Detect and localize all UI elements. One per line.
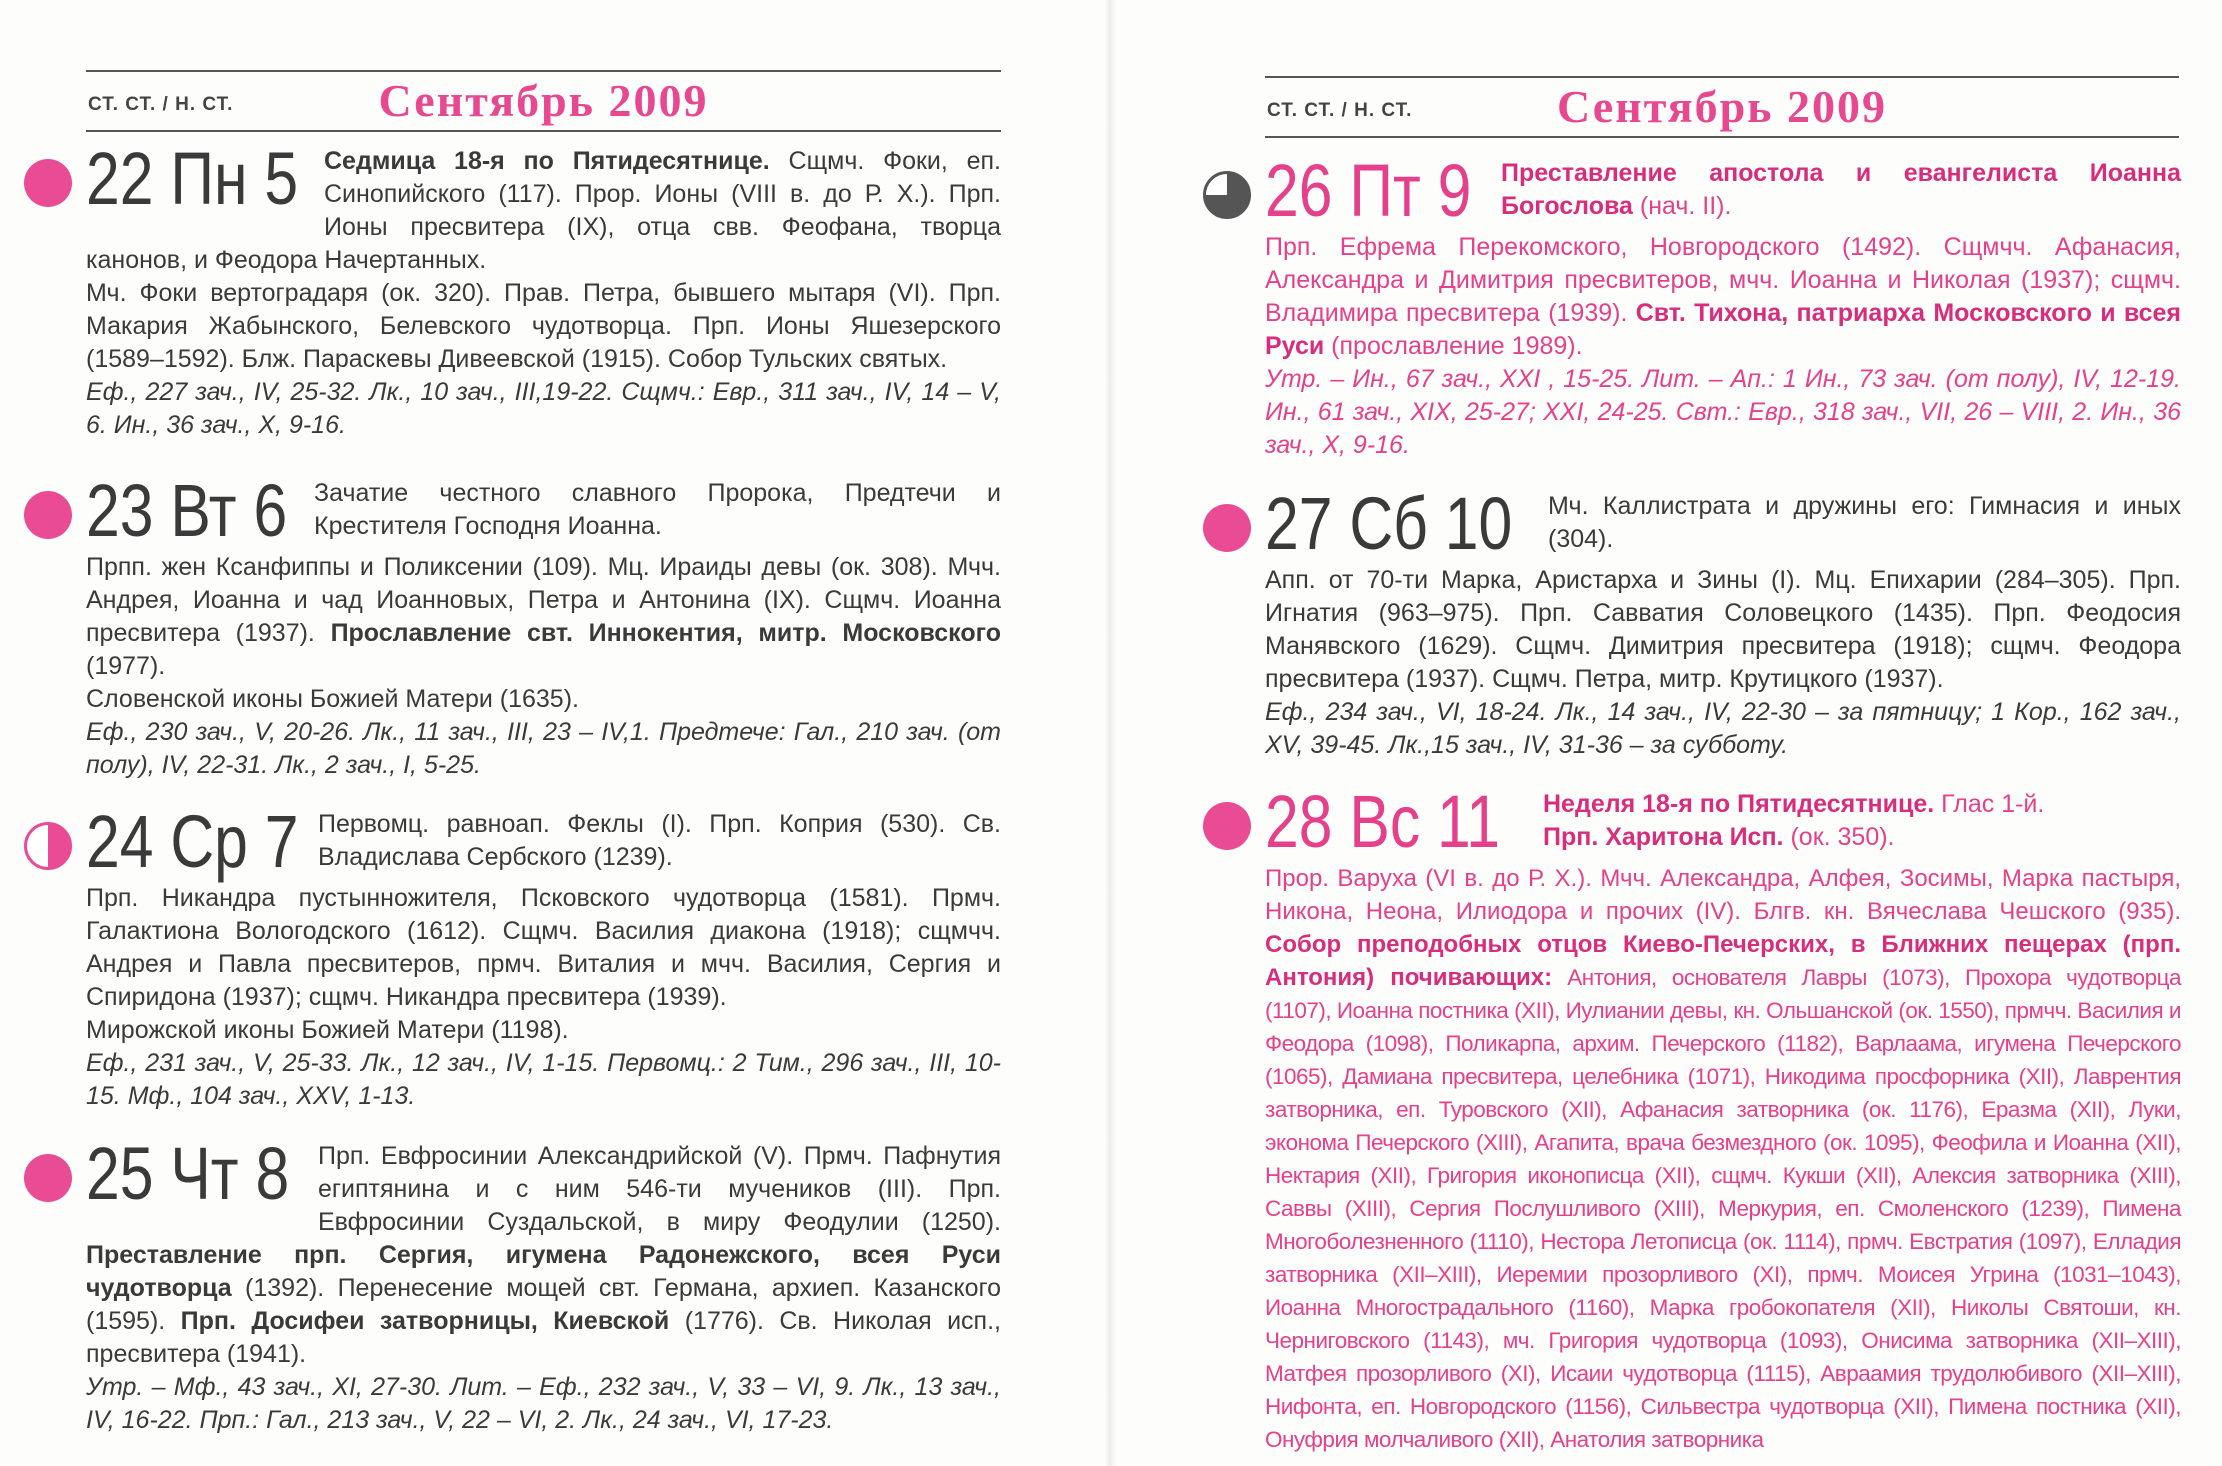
day-number: 28 Вс 11 [1265, 780, 1501, 863]
month-title: Сентябрь 2009 [1557, 81, 1887, 132]
full-moon-icon [24, 491, 72, 539]
month-title: Сентябрь 2009 [378, 75, 709, 126]
day-entry-24 [86, 800, 1001, 1113]
header-rule-bottom [1265, 136, 2179, 138]
day-saints-end: (прославление 1989). [1324, 332, 1583, 360]
day-lead: Мч. Каллистрата и дружины его: Гимнасия и иных (304). [1548, 492, 2181, 553]
day-saints-bold: Прославление свт. Иннокентия, митр. Московского [330, 619, 1001, 647]
day-readings: Утр. – Ин., 67 зач., XXI , 15-25. Лит. – Ап.: 1 Ин., 73 зач. (от полу), IV, 12-19. Ин., 61 зач., XIX, 25-27; XXI, 24-25. Свт.: Евр., 318 зач., VII, 26 – VIII, 2. Ин., 36 зач., X, 9-16. [1265, 365, 2181, 459]
full-moon-icon [1203, 504, 1251, 552]
day-saints-bold: Прп. Досифеи затворницы, Киевской [180, 1307, 670, 1335]
day-saint-date: (ок. 350). [1783, 823, 1895, 851]
day-icon-feast: Словенской иконы Божией Матери (1635). [86, 685, 579, 713]
day-readings: Утр. – Мф., 43 зач., XI, 27-30. Лит. – Еф., 232 зач., V, 33 – VI, 9. Лк., 13 зач., IV, 16-22. Прп.: Гал., 213 зач., V, 22 – VI, 2. Лк., 24 зач., VI, 17-23. [86, 1373, 1001, 1434]
day-feast-bold: Преставление прп. Сергия, игумена Радонежского, всея Руси чудотворца [86, 1241, 1001, 1302]
day-entry-23 [86, 469, 1001, 782]
day-number: 23 Вт 6 [86, 469, 288, 552]
day-number: 25 Чт 8 [86, 1132, 290, 1215]
day-readings: Еф., 234 зач., VI, 18-24. Лк., 14 зач., IV, 22-30 – за пятницу; 1 Кор., 162 зач., XV, 39-45. Лк.,15 зач., IV, 31-36 – за субботу. [1265, 698, 2181, 759]
day-number: 22 Пн 5 [86, 137, 299, 220]
day-readings: Еф., 231 зач., V, 25-33. Лк., 12 зач., IV, 1-15. Первомц.: 2 Тим., 296 зач., III, 10-15. Мф., 104 зач., XXV, 1-13. [86, 1049, 1001, 1110]
day-lead: (нач. II). [1632, 192, 1732, 220]
day-tone: Глас 1-й. [1934, 790, 2045, 818]
day-lead-bold: Преставление апостола и евангелиста Иоанна Богослова [1501, 159, 2181, 220]
day-lead-bold: Неделя 18-я по Пятидесятнице. [1543, 790, 1935, 818]
day-entry-27 [1265, 482, 2181, 762]
day-readings: Еф., 227 зач., IV, 25-32. Лк., 10 зач., III,19-22. Сщмч.: Евр., 311 зач., IV, 14 – V, 6. Ин., 36 зач., X, 9-16. [86, 378, 1001, 439]
style-label: СТ. СТ. / Н. СТ. [1267, 100, 1413, 121]
day-number: 27 Сб 10 [1265, 482, 1513, 565]
day-lead: Сщмч. Фоки, еп. Синопийского (117). Прор. Ионы (VIII в. до Р. Х.). Прп. Ионы пресвитера (IX), отца свв. Феофана, творца канонов, и Феодора Начертанных. [86, 147, 1001, 274]
day-saints: (1392). Перенесение мощей свт. Германа, архиеп. Казанского (1595). [86, 1274, 1001, 1335]
day-entry-25 [86, 1132, 1001, 1437]
full-moon-icon [24, 159, 72, 207]
day-lead: Прп. Евфросинии Александрийской (V). Прмч. Пафнутия египтянина и с ним 546-ти мучеников (III). Прп. Евфросинии Суздальской, в миру Феодулии (1250). [318, 1142, 1001, 1236]
day-number: 24 Ср 7 [86, 800, 299, 883]
day-saints-end: (1776). Св. Николая исп., пресвитера (1941). [86, 1307, 1001, 1368]
page-header [86, 70, 1001, 140]
day-saints-end: (1977). [86, 652, 166, 680]
day-lead-bold: Седмица 18-я по Пятидесятнице. [324, 147, 770, 175]
day-saints: Прпп. жен Ксанфиппы и Поликсении (109). Мц. Ираиды девы (ок. 308). Мчч. Андрея, Иоанна и чад Иоанновых, Петра и Антонина (IX). Сщмч. Иоанна пресвитера (1937). [86, 553, 1001, 647]
day-saints-list: Антония, основателя Лавры (1073), Прохора чудотворца (1107), Иоанна постника (XII), Иулиании девы, кн. Ольшанской (ок. 1550), прмчч. Василия и Феодора (1098), Поликарпа, архим. Печерского (1182), Варлаама, игумена Печерского (1065), Дамиана пресвитера, целебника (1071), Никодима просфорника (XII), Лаврентия затворника, еп. Туровского (XII), Афанасия затворника (ок. 1176), Еразма (XII), Луки, эконома Печерского (XIII), Агапита, врача безмездного (ок. 1095), Феофила и Иоанна (XII), Нектария (XII), Григория иконописца (XII), сщмч. Кукши (XII), Алексия затворника (XIII), Саввы (XIII), Сергия Послушливого (XIII), Меркурия, еп. Смоленского (1239), Пимена Многоболезненного (1110), Нестора Летописца (ок. 1114), прмч. Евстратия (1097), Елладия затворника (XII–XIII), Иеремии прозорливого (XI), прмч. Моисея Угрина (1031–1043), Иоанна Многострадального (1160), Марка гробокопателя (XII), Николы Святоши, кн. Черниговского (1143), мч. Григория чудотворца (1093), Онисима затворника (XII–XIII), Матфея прозорливого (XI), Исаии чудотворца (1115), Авраамия трудолюбивого (XII–XIII), Нифонта, еп. Новгородского (1156), Сильвестра чудотворца (XII), Пимена постника (XII), Онуфрия молчаливого (XII), Анатолия затворника [1265, 965, 2181, 1452]
quarter-moon-icon [1203, 171, 1251, 219]
right-page [1111, 0, 2222, 1466]
full-moon-icon [1203, 802, 1251, 850]
day-saints: Прп. Ефрема Перекомского, Новгородского (1492). Сщмчч. Афанасия, Александра и Димитрия пресвитеров, мчч. Иоанна и Николая (1937); сщмч. Владимира пресвитера (1939). [1265, 233, 2181, 327]
day-saints: Прор. Варуха (VI в. до Р. Х.). Мчч. Александра, Алфея, Зосимы, Марка пастыря, Никона, Неона, Илиодора и прочих (IV). Блгв. кн. Вячеслава Чешского (935). [1265, 865, 2181, 925]
day-number: 26 Пт 9 [1265, 149, 1472, 232]
day-icon-feast: Мирожской иконы Божией Матери (1198). [86, 1016, 569, 1044]
day-saints: Мч. Фоки вертоградаря (ок. 320). Прав. Петра, бывшего мытаря (VI). Прп. Макария Жабынского, Белевского чудотворца. Прп. Ионы Яшезерского (1589–1592). Блж. Параскевы Дивеевской (1915). Собор Тульских святых. [86, 279, 1001, 373]
day-saints: Апп. от 70-ти Марка, Аристарха и Зины (I). Мц. Епихарии (284–305). Прп. Игнатия (963–975). Прп. Савватия Соловецкого (1435). Прп. Феодосия Манявского (1629). Сщмч. Димитрия пресвитера (1918); сщмч. Феодора пресвитера (1937). Сщмч. Петра, митр. Крутицкого (1937). [1265, 566, 2181, 693]
full-moon-icon [24, 1154, 72, 1202]
page-header [1265, 76, 2179, 146]
day-entry-26 [1265, 149, 2181, 462]
half-moon-icon [24, 822, 72, 870]
day-saints: Прп. Никандра пустынножителя, Псковского чудотворца (1581). Прмч. Галактиона Вологодского (1612). Сщмч. Василия диакона (1918); сщмчч. Андрея и Павла пресвитеров, прмч. Виталия и мчч. Василия, Сергия и Спиридона (1937); сщмч. Никандра пресвитера (1939). [86, 884, 1001, 1011]
day-lead: Зачатие честного славного Пророка, Предтечи и Крестителя Господня Иоанна. [314, 479, 1001, 540]
header-rule-top [1265, 76, 2179, 78]
style-label: СТ. СТ. / Н. СТ. [88, 94, 234, 115]
day-entry-22 [86, 137, 1001, 442]
header-rule-bottom [86, 130, 1001, 132]
day-readings: Еф., 230 зач., V, 20-26. Лк., 11 зач., III, 23 – IV,1. Предтече: Гал., 210 зач. (от полу), IV, 22-31. Лк., 2 зач., I, 5-25. [86, 718, 1001, 779]
day-saints-bold: Свт. Тихона, патриарха Московского и всея Руси [1265, 299, 2181, 360]
day-saints-bold: Собор преподобных отцов Киево-Печерских, в Ближних пещерах (прп. Антония) почивающих: [1265, 931, 2181, 991]
day-saint-bold: Прп. Харитона Исп. [1543, 823, 1784, 851]
day-lead: Первомц. равноап. Феклы (I). Прп. Коприя (530). Св. Владислава Сербского (1239). [318, 810, 1001, 871]
header-rule-top [86, 70, 1001, 72]
day-entry-28 [1265, 780, 2181, 1456]
